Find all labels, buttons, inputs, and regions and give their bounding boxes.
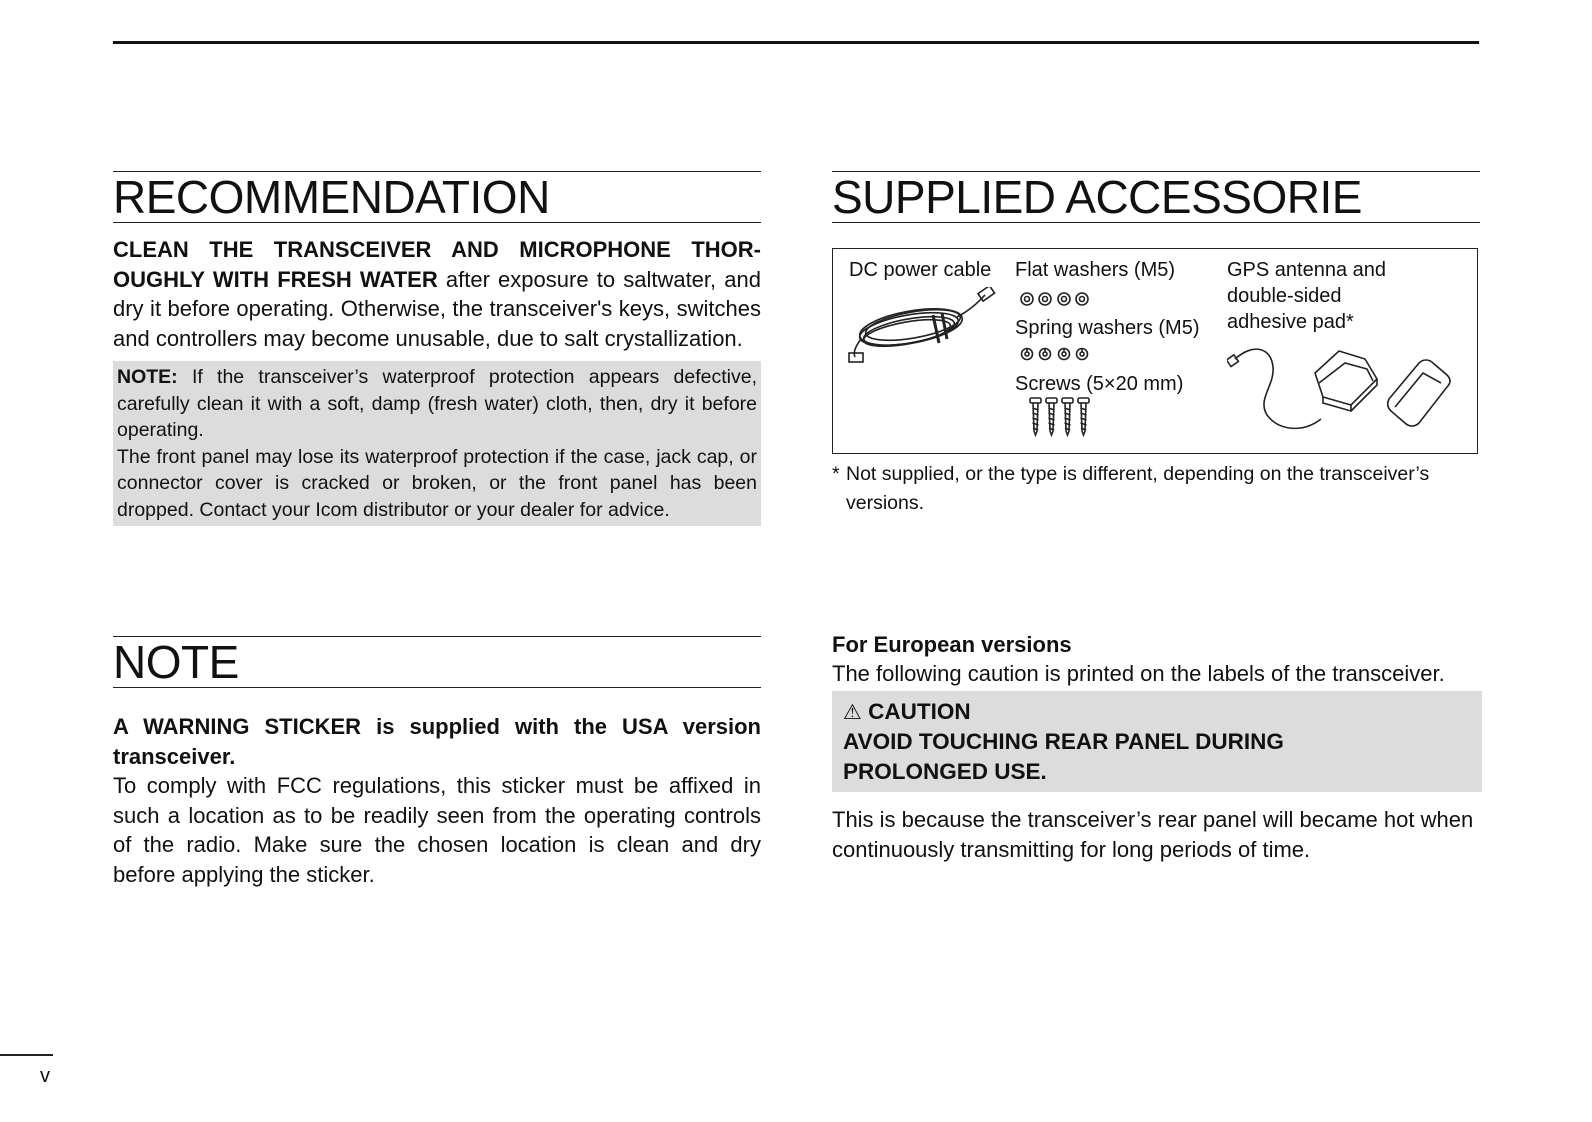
flat-washers-icon	[1019, 290, 1091, 308]
european-versions-section	[832, 630, 1482, 864]
accessories-section	[832, 171, 1480, 223]
gps-antenna-icon	[1227, 343, 1471, 443]
warning-triangle-icon: ⚠	[843, 699, 862, 724]
accessory-dc-power-cable	[849, 257, 991, 283]
accessory-label: Spring washers (M5)	[1015, 317, 1200, 339]
european-explanation: This is because the transceiver’s rear panel will became hot when continuously transmitting for long periods of time.	[832, 807, 1474, 862]
european-intro: The following caution is printed on the labels of the transceiver.	[832, 661, 1445, 686]
recommendation-body-text: after exposure to saltwater, and dry it before operating. Otherwise, the transceiver's keys, switches and controllers may become unusable, due to salt crystallization.	[113, 266, 761, 351]
note-label: NOTE:	[117, 366, 178, 388]
screws-icon	[1029, 397, 1093, 437]
note-section	[113, 636, 761, 889]
accessory-gps-antenna	[1227, 257, 1427, 335]
accessory-label: Flat washers (M5)	[1015, 259, 1176, 281]
top-rule	[113, 41, 1479, 44]
accessory-label: Screws (5×20 mm)	[1015, 373, 1184, 395]
page-number: v	[40, 1065, 50, 1087]
warning-sticker-heading: A WARNING STICKER is supplied with the USA version transceiver.	[113, 714, 761, 769]
footnote-text: Not supplied, or the type is different, depending on the transceiver’s versions.	[846, 463, 1430, 514]
recommendation-body	[113, 235, 761, 353]
footnote-star: *	[832, 463, 840, 485]
page-number-rule	[0, 1054, 53, 1056]
accessory-flat-washers	[1015, 257, 1175, 283]
caution-title: CAUTION	[868, 698, 971, 724]
accessory-label: GPS antenna and double-sided adhesive pad*	[1227, 259, 1387, 333]
recommendation-section	[113, 171, 761, 526]
accessory-screws	[1015, 371, 1183, 397]
accessories-footnote	[832, 460, 1482, 517]
accessory-label: DC power cable	[849, 259, 992, 281]
accessories-box	[832, 248, 1478, 454]
caution-text: AVOID TOUCHING REAR PANEL DURING PROLONGED USE.	[843, 729, 1284, 784]
accessories-title: SUPPLIED ACCESSORIE	[832, 171, 1480, 223]
note-title: NOTE	[113, 636, 761, 688]
dc-power-cable-icon	[847, 287, 999, 365]
note-text-1: If the transceiver’s waterproof protection appears defective, carefully clean it with a soft, damp (fresh water) cloth, then, dry it before operating.	[117, 366, 757, 441]
accessory-spring-washers	[1015, 315, 1200, 341]
warning-sticker-text: To comply with FCC regulations, this sticker must be affixed in such a location as to be readily seen from the operating controls of the radio. Make sure the chosen location is clean and dry before applying the sticker.	[113, 773, 761, 887]
recommendation-note-box	[113, 361, 761, 526]
european-heading: For European versions	[832, 632, 1072, 657]
recommendation-title: RECOMMENDATION	[113, 171, 761, 223]
spring-washers-icon	[1019, 346, 1091, 362]
note-text-2: The front panel may lose its waterproof protection if the case, jack cap, or connector cover is cracked or broken, or the front panel has been dropped. Contact your Icom distributor or your dealer for advice.	[117, 445, 757, 521]
recommendation-body-bold: CLEAN THE TRANSCEIVER AND MICROPHONE THOROUGHLY WITH FRESH WATER	[113, 237, 761, 292]
caution-box	[832, 691, 1482, 793]
